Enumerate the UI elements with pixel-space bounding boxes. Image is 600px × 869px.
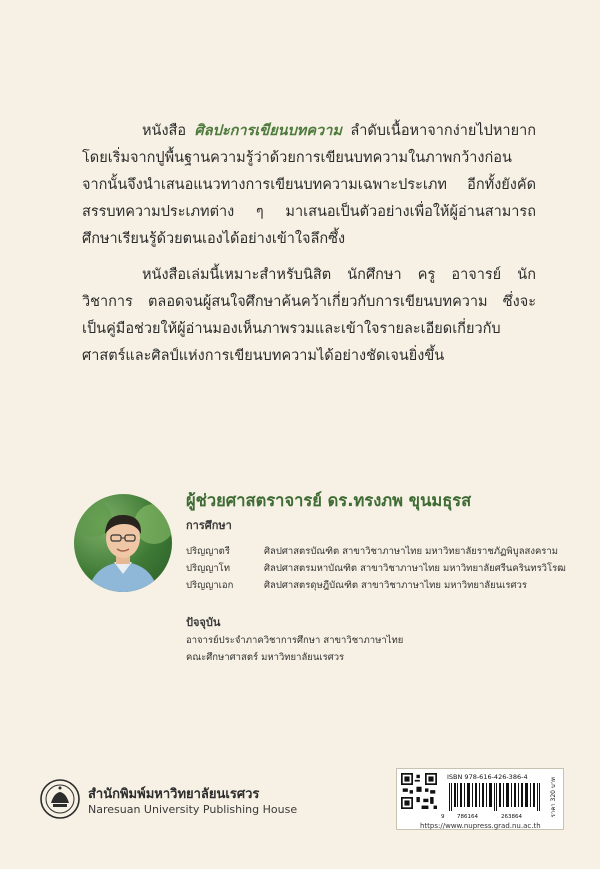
barcode-digits-left: 786164 (457, 814, 478, 820)
p1-lead: หนังสือ (142, 123, 195, 139)
barcode-icon (447, 783, 545, 811)
publisher-name-thai: สำนักพิมพ์มหาวิทยาลัยนเรศวร (88, 787, 260, 802)
education-row (186, 544, 558, 559)
current-heading: ปัจจุบัน (186, 616, 221, 629)
isbn-barcode-box (396, 768, 564, 830)
author-photo (74, 494, 172, 592)
current-position-line: คณะศึกษาศาสตร์ มหาวิทยาลัยนเรศวร (186, 652, 345, 663)
p2-body: หนังสือเล่มนี้เหมาะสำหรับนิสิต นักศึกษา ครู อาจารย์ นักวิชาการ ตลอดจนผู้สนใจศึกษาค้นคว้าเกี่ยวกับการเขียนบทความ ซึ่งจะเป็นคู่มือช่วยให้ผู้อ่านมองเห็นภาพรวมและเข้าใจรายละเอียดเกี่ยวกับศาสตร์และศิลป์แห่งการเขียนบทความได้อย่างชัดเจนยิ่งขึ้น (82, 267, 536, 364)
description-paragraph-1 (82, 118, 536, 253)
publisher-name-english: Naresuan University Publishing House (88, 803, 298, 816)
price-label: ราคา 320 บาท (550, 777, 557, 818)
qr-code-icon (401, 773, 437, 809)
book-title-emphasis: ศิลปะการเขียนบทความ (194, 123, 342, 139)
education-row (186, 561, 566, 576)
degree-detail: ศิลปศาสตรมหาบัณฑิต สาขาวิชาภาษาไทย มหาวิทยาลัยศรีนครินทรวิโรฒ (264, 563, 566, 574)
education-row (186, 578, 527, 593)
publisher-url: https://www.nupress.grad.nu.ac.th (420, 822, 541, 830)
current-position-line: อาจารย์ประจำภาควิชาการศึกษา สาขาวิชาภาษาไทย (186, 635, 404, 646)
publisher-logo-icon (40, 779, 80, 819)
description-paragraph-2 (82, 262, 536, 370)
degree-level: ปริญญาเอก (186, 580, 234, 591)
degree-detail: ศิลปศาสตรดุษฎีบัณฑิต สาขาวิชาภาษาไทย มหาวิทยาลัยนเรศวร (264, 580, 527, 591)
degree-level: ปริญญาโท (186, 563, 231, 574)
degree-level: ปริญญาตรี (186, 546, 230, 557)
degree-detail: ศิลปศาสตรบัณฑิต สาขาวิชาภาษาไทย มหาวิทยาลัยราชภัฏพิบูลสงคราม (264, 546, 559, 557)
author-name: ผู้ช่วยศาสตราจารย์ ดร.ทรงภพ ขุนมธุรส (186, 491, 472, 510)
isbn-number: ISBN 978-616-426-386-4 (447, 773, 528, 781)
barcode-digit-lead: 9 (441, 814, 445, 820)
barcode-digits-right: 263864 (501, 814, 522, 820)
p1-body: ลำดับเนื้อหาจากง่ายไปหายาก โดยเริ่มจากปูพื้นฐานความรู้ว่าด้วยการเขียนบทความในภาพกว้างก่อน จากนั้นจึงนำเสนอแนวทางการเขียนบทความเฉพาะประเภท อีกทั้งยังคัดสรรบทความประเภทต่าง ๆ มาเสนอเป็นตัวอย่างเพื่อให้ผู้อ่านสามารถศึกษาเรียนรู้ด้วยตนเองได้อย่างเข้าใจลึกซึ้ง (82, 123, 536, 247)
education-heading: การศึกษา (186, 519, 232, 532)
